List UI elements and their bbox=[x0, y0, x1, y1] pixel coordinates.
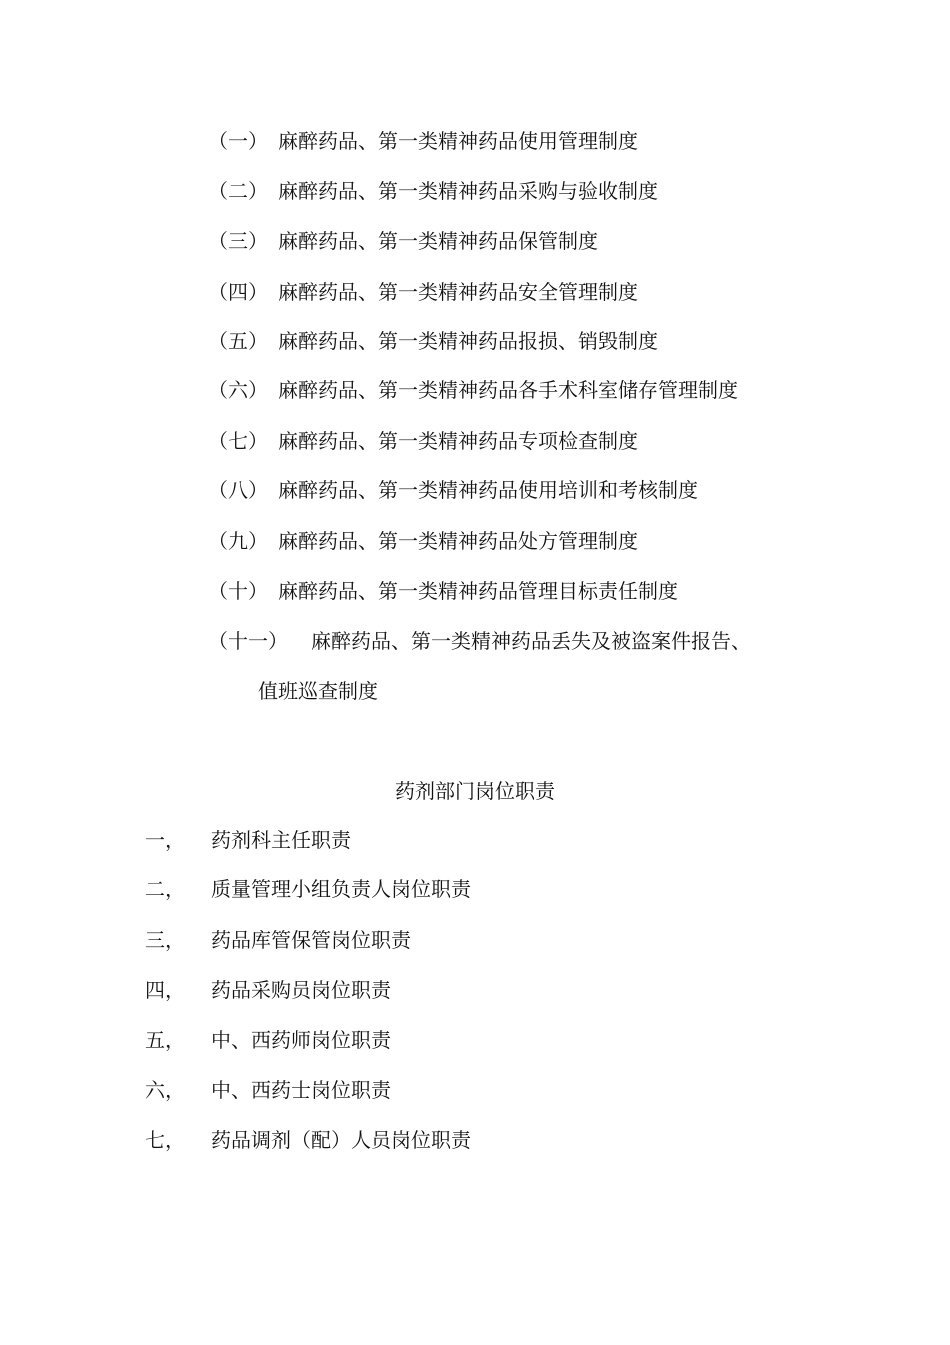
rule-item-number: （五） bbox=[208, 329, 268, 353]
rule-item-continuation-text: 值班巡查制度 bbox=[258, 679, 378, 703]
duty-item-text: 药品库管保管岗位职责 bbox=[211, 928, 411, 952]
rule-item-text: 麻醉药品、第一类精神药品安全管理制度 bbox=[278, 280, 638, 304]
rule-item-text: 麻醉药品、第一类精神药品采购与验收制度 bbox=[278, 179, 658, 203]
duty-item-text: 质量管理小组负责人岗位职责 bbox=[211, 877, 471, 901]
rule-item-number: （六） bbox=[208, 378, 268, 402]
section-title: 药剂部门岗位职责 bbox=[395, 779, 555, 803]
rule-item-number: （二） bbox=[208, 179, 268, 203]
duty-item-number: 三， bbox=[145, 928, 185, 952]
duty-item-text: 药品调剂（配）人员岗位职责 bbox=[211, 1128, 471, 1152]
rule-item-number: （九） bbox=[208, 529, 268, 553]
rule-item-text: 麻醉药品、第一类精神药品各手术科室储存管理制度 bbox=[278, 378, 738, 402]
duty-item-number: 四， bbox=[145, 978, 185, 1002]
duty-item-text: 药品采购员岗位职责 bbox=[211, 978, 391, 1002]
duty-item-text: 中、西药士岗位职责 bbox=[211, 1078, 391, 1102]
duty-item-number: 五， bbox=[145, 1028, 185, 1052]
rule-item-text: 麻醉药品、第一类精神药品处方管理制度 bbox=[278, 529, 638, 553]
rule-item-text: 麻醉药品、第一类精神药品丢失及被盗案件报告、 bbox=[311, 629, 751, 653]
duty-item-number: 一， bbox=[145, 828, 185, 852]
rule-item-number: （一） bbox=[208, 129, 268, 153]
rule-item-text: 麻醉药品、第一类精神药品专项检查制度 bbox=[278, 429, 638, 453]
rule-item-number: （四） bbox=[208, 280, 268, 304]
rule-item-text: 麻醉药品、第一类精神药品使用管理制度 bbox=[278, 129, 638, 153]
duty-item-text: 药剂科主任职责 bbox=[211, 828, 351, 852]
rule-item-number: （十一） bbox=[208, 629, 288, 653]
rule-item-text: 麻醉药品、第一类精神药品保管制度 bbox=[278, 229, 598, 253]
rule-item-text: 麻醉药品、第一类精神药品管理目标责任制度 bbox=[278, 579, 678, 603]
rule-item-text: 麻醉药品、第一类精神药品报损、销毁制度 bbox=[278, 329, 658, 353]
rule-item-number: （十） bbox=[208, 579, 268, 603]
duty-item-number: 七， bbox=[145, 1128, 185, 1152]
rule-item-text: 麻醉药品、第一类精神药品使用培训和考核制度 bbox=[278, 478, 698, 502]
duty-item-number: 六， bbox=[145, 1078, 185, 1102]
rule-item-number: （八） bbox=[208, 478, 268, 502]
duty-item-number: 二， bbox=[145, 877, 185, 901]
rule-item-number: （三） bbox=[208, 229, 268, 253]
duty-item-text: 中、西药师岗位职责 bbox=[211, 1028, 391, 1052]
rule-item-number: （七） bbox=[208, 429, 268, 453]
